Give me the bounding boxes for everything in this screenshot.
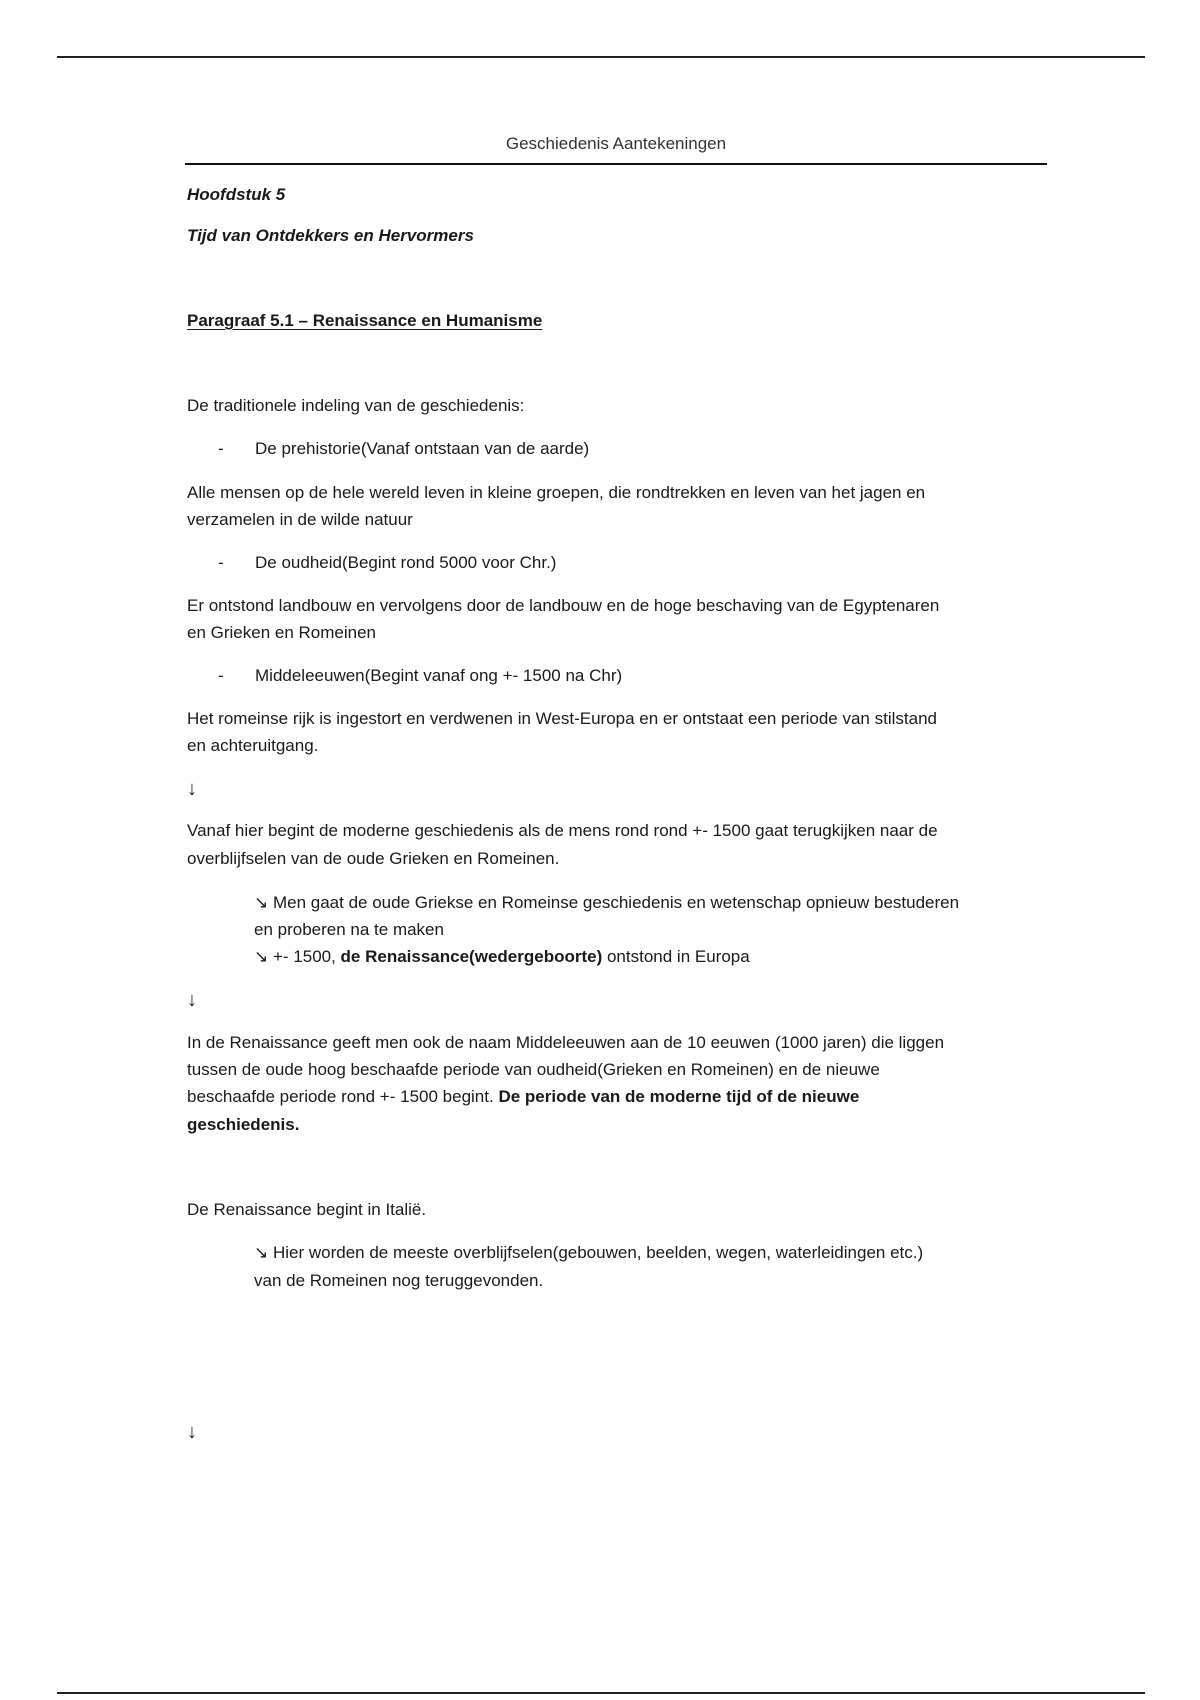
renaissance-text: tussen de oude hoog beschaafde periode van oudheid(Grieken en Romeinen) en de nieuwe bbox=[187, 1060, 880, 1079]
arrow-down-icon: ↓ bbox=[187, 778, 197, 800]
subpoint-prefix: ↘ +- 1500, bbox=[254, 947, 341, 966]
period-description: en achteruitgang. bbox=[187, 736, 319, 755]
period-label: Middeleeuwen(Begint vanaf ong +- 1500 na Chr) bbox=[255, 666, 623, 685]
renaissance-text: In de Renaissance geeft men ook de naam Middeleeuwen aan de 10 eeuwen (1000 jaren) die liggen bbox=[187, 1033, 945, 1052]
modern-subpoint-renaissance bbox=[254, 943, 750, 970]
header-rule bbox=[185, 163, 1047, 165]
intro-text: De traditionele indeling van de geschiedenis: bbox=[187, 396, 525, 415]
period-label: De oudheid(Begint rond 5000 voor Chr.) bbox=[255, 553, 557, 572]
renaissance-text bbox=[187, 1083, 859, 1110]
subpoint-suffix: ontstond in Europa bbox=[602, 947, 750, 966]
bullet-dash: - bbox=[218, 666, 224, 685]
chapter-label: Hoofdstuk 5 bbox=[187, 185, 286, 204]
renaissance-text-plain: beschaafde periode rond +- 1500 begint. bbox=[187, 1087, 499, 1106]
period-description: en Grieken en Romeinen bbox=[187, 623, 377, 642]
renaissance-term: de Renaissance(wedergeboorte) bbox=[340, 947, 603, 966]
page-bottom-rule bbox=[57, 1692, 1145, 1694]
italy-subpoint: ↘ Hier worden de meeste overblijfselen(gebouwen, beelden, wegen, waterleidingen etc.) bbox=[254, 1243, 924, 1262]
bullet-dash: - bbox=[218, 553, 224, 572]
arrow-down-icon: ↓ bbox=[187, 989, 197, 1011]
modern-subpoint: en proberen na te maken bbox=[254, 920, 444, 939]
period-description: Er ontstond landbouw en vervolgens door de landbouw en de hoge beschaving van de Egyptenaren bbox=[187, 596, 940, 615]
modern-subpoint: ↘ Men gaat de oude Griekse en Romeinse geschiedenis en wetenschap opnieuw bestuderen bbox=[254, 893, 960, 912]
period-label: De prehistorie(Vanaf ontstaan van de aarde) bbox=[255, 439, 590, 458]
chapter-title: Tijd van Ontdekkers en Hervormers bbox=[187, 226, 474, 245]
italy-subpoint: van de Romeinen nog teruggevonden. bbox=[254, 1271, 544, 1290]
italy-text: De Renaissance begint in Italië. bbox=[187, 1200, 427, 1219]
period-description: Het romeinse rijk is ingestort en verdwenen in West-Europa en er ontstaat een periode van stilstand bbox=[187, 709, 937, 728]
document-header-title: Geschiedenis Aantekeningen bbox=[505, 134, 727, 153]
arrow-down-icon: ↓ bbox=[187, 1421, 197, 1443]
modern-text: overblijfselen van de oude Grieken en Romeinen. bbox=[187, 849, 560, 868]
period-description: Alle mensen op de hele wereld leven in kleine groepen, die rondtrekken en leven van het jagen en bbox=[187, 483, 926, 502]
period-description: verzamelen in de wilde natuur bbox=[187, 510, 413, 529]
page-top-rule bbox=[57, 56, 1145, 58]
section-heading: Paragraaf 5.1 – Renaissance en Humanisme bbox=[187, 311, 543, 330]
renaissance-text-bold: De periode van de moderne tijd of de nieuwe bbox=[498, 1087, 860, 1106]
renaissance-text-bold: geschiedenis. bbox=[187, 1115, 300, 1134]
bullet-dash: - bbox=[218, 439, 224, 458]
renaissance-text bbox=[187, 1111, 299, 1138]
modern-text: Vanaf hier begint de moderne geschiedenis als de mens rond rond +- 1500 gaat terugkijken naar de bbox=[187, 821, 938, 840]
